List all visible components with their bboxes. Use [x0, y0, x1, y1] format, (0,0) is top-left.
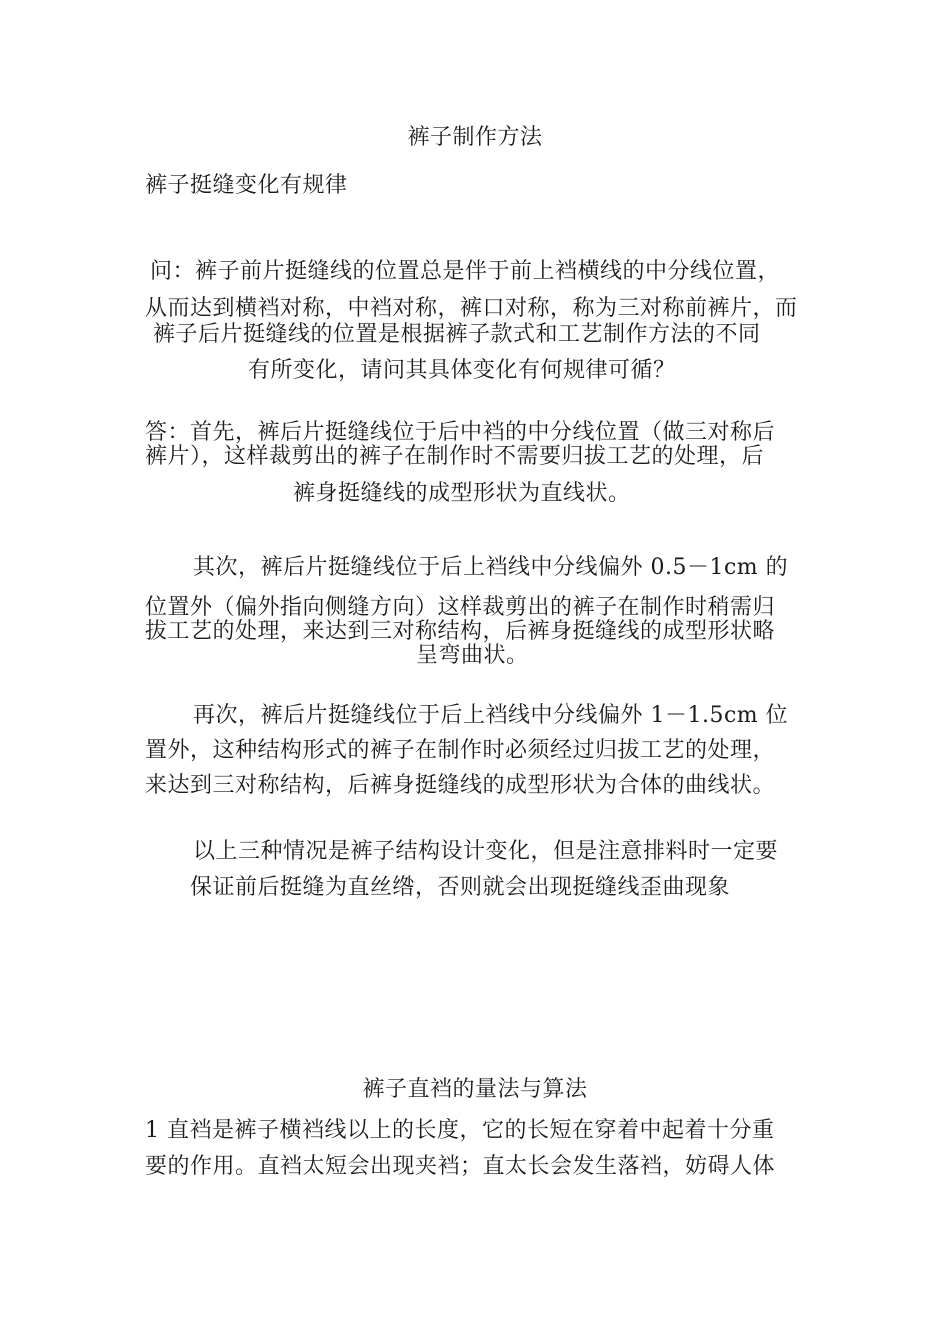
question-line-4: 有所变化，请问其具体变化有何规律可循？: [248, 358, 676, 383]
doc-subtitle: 裤子挺缝变化有规律: [145, 173, 348, 198]
third-line-3: 来达到三对称结构，后裤身挺缝线的成型形状为合体的曲线状。: [145, 773, 776, 798]
answer-line-2: 裤片），这样裁剪出的裤子在制作时不需要归拔工艺的处理，后: [145, 444, 765, 469]
section2-line-1: 1 直裆是裤子横裆线以上的长度，它的长短在穿着中起着十分重: [145, 1118, 775, 1143]
section2-line-2: 要的作用。直裆太短会出现夹裆；直太长会发生落裆，妨碍人体: [145, 1154, 776, 1179]
third-line-1: 再次，裤后片挺缝线位于后上裆线中分线偏外 1－1.5cm 位: [193, 703, 789, 728]
doc-title: 裤子制作方法: [407, 125, 543, 150]
summary-line-1: 以上三种情况是裤子结构设计变化，但是注意排料时一定要: [193, 839, 779, 864]
answer-line-1: 答：首先，裤后片挺缝线位于后中裆的中分线位置（做三对称后: [145, 420, 776, 445]
second-line-1: 其次，裤后片挺缝线位于后上裆线中分线偏外 0.5－1cm 的: [193, 555, 789, 580]
question-line-1: 问：裤子前片挺缝线的位置总是伴于前上裆横线的中分线位置，: [150, 259, 781, 284]
summary-line-2: 保证前后挺缝为直丝绺，否则就会出现挺缝线歪曲现象: [190, 875, 731, 900]
question-line-2: 从而达到横裆对称，中裆对称，裤口对称，称为三对称前裤片，而: [145, 296, 798, 321]
third-line-2: 置外，这种结构形式的裤子在制作时必须经过归拔工艺的处理，: [145, 738, 776, 763]
answer-line-3: 裤身挺缝线的成型形状为直线状。: [293, 481, 631, 506]
second-line-3: 拔工艺的处理，来达到三对称结构，后裤身挺缝线的成型形状略: [145, 619, 776, 644]
second-line-2: 位置外（偏外指向侧缝方向）这样裁剪出的裤子在制作时稍需归: [145, 595, 776, 620]
second-line-4: 呈弯曲状。: [416, 643, 529, 668]
section2-title: 裤子直裆的量法与算法: [362, 1077, 588, 1102]
question-line-3: 裤子后片挺缝线的位置是根据裤子款式和工艺制作方法的不同: [153, 322, 761, 347]
